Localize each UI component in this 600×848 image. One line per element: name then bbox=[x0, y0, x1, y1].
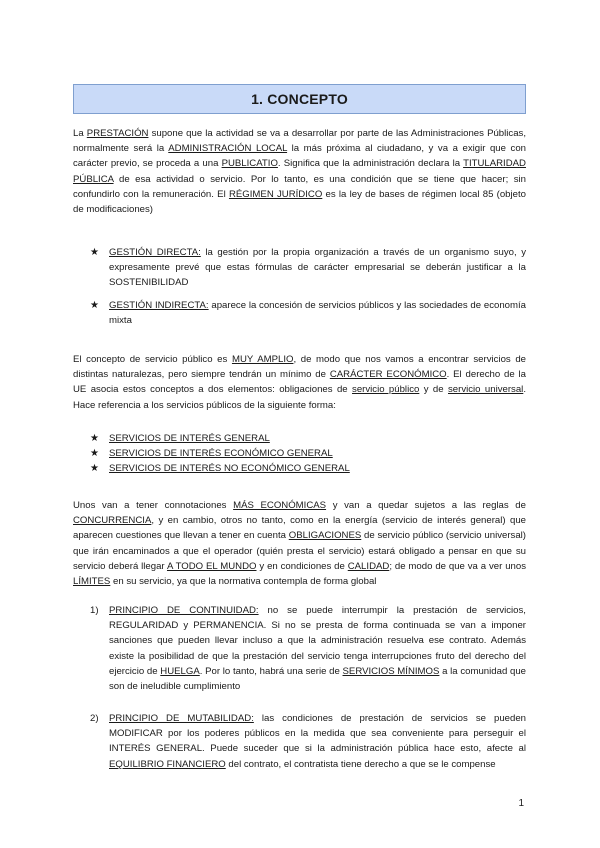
gestion-list-2 bbox=[90, 298, 526, 328]
list-item: ★ GESTIÓN DIRECTA: la gestión por la propia organización a través de un organismo suyo, y expresamente prevé que estas fórmulas de carácter empresarial se deberán justificar a la SOSTENIBILIDAD bbox=[90, 247, 527, 289]
star-bullet-icon: ★ bbox=[90, 433, 99, 444]
intro-paragraph: La PRESTACIÓN supone que la actividad se va a desarrollar por parte de las Administraciones Públicas, normalmente será la ADMINISTRACIÓN LOCAL la más próxima al ciudadano, y va a exigir que con carácter previo, se proceda a una PUBLICATIO. Significa que la administración declara la TITULARIDAD PÚBLICA de esa actividad o servicio. Por lo tanto, es una condición que se tiene que hacer; sin confundirlo con la remuneración. El RÉGIMEN JURÍDICO es la ley de bases de régimen local 85 (objeto de modificaciones) bbox=[73, 128, 526, 216]
star-bullet-icon: ★ bbox=[90, 463, 99, 475]
servicios-list bbox=[90, 431, 526, 477]
list-item: 2) PRINCIPIO DE MUTABILIDAD: las condiciones de prestación de servicios se pueden MODIFICAR por los poderes públicos en la medida que sea conveniente para perseguir el INTERÉS GENERAL. Puede suceder que si la administración pública hace esto, afecte al EQUILIBRIO FINANCIERO del contrato, el contratista tiene derecho a que se le compense bbox=[90, 713, 526, 770]
connotaciones-paragraph: Unos van a tener connotaciones MÁS ECONÓMICAS y van a quedar sujetos a las reglas de CONCURRENCIA, y en cambio, otros no tanto, como en la energía (servicio de interés general) que aparecen cuestiones que llevan a tener en cuenta OBLIGACIONES de servicio público (servicio universal) que irán encaminados a que el operador (quién presta el servicio) estará obligado a pensar en que su servicio deberá llegar A TODO EL MUNDO y en condiciones de CALIDAD; de modo de que va a ver unos LÍMITES en su servicio, ya que la normativa contempla de forma global bbox=[73, 500, 527, 588]
gestion-list bbox=[90, 245, 526, 291]
list-item: ★ SERVICIOS DE INTERÉS GENERAL bbox=[90, 431, 526, 446]
principio-continuidad bbox=[90, 603, 526, 694]
star-bullet-icon: ★ bbox=[90, 300, 99, 311]
section-title: 1. CONCEPTO bbox=[73, 84, 526, 114]
concepto-paragraph: El concepto de servicio público es MUY AMPLIO, de modo que nos vamos a encontrar servicios de distintas naturalezas, pero siempre tendrán un mínimo de CARÁCTER ECONÓMICO. El derecho de la UE asocia estos conceptos a dos elementos: obligaciones de servicio público y de servicio universal. Hace referencia a los servicios públicos de la siguiente forma: bbox=[73, 354, 527, 411]
list-item: ★ SERVICIOS DE INTERÉS NO ECONÓMICO GENERAL bbox=[90, 461, 526, 476]
list-item: ★ SERVICIOS DE INTERÉS ECONÓMICO GENERAL bbox=[90, 446, 526, 461]
list-item: 1) PRINCIPIO DE CONTINUIDAD: no se puede interrumpir la prestación de servicios, REGULARIDAD y PERMANENCIA. Si no se presta de forma continuada se van a imponer sanciones que pueden llevar incluso a que la administración resuelva ese contrato. Además existe la posibilidad de que la prestación del servicio tenga interrupciones fruto del derecho del ejercicio de HUELGA. Por lo tanto, habrá una serie de SERVICIOS MÍNIMOS a la comunidad que son de ineludible cumplimiento bbox=[90, 605, 526, 693]
principio-mutabilidad bbox=[90, 711, 526, 772]
star-bullet-icon: ★ bbox=[90, 448, 99, 460]
list-item: ★ GESTIÓN INDIRECTA: aparece la concesión de servicios públicos y las sociedades de economía mixta bbox=[90, 300, 526, 327]
page-number: 1 bbox=[518, 798, 524, 809]
star-bullet-icon: ★ bbox=[90, 247, 99, 258]
